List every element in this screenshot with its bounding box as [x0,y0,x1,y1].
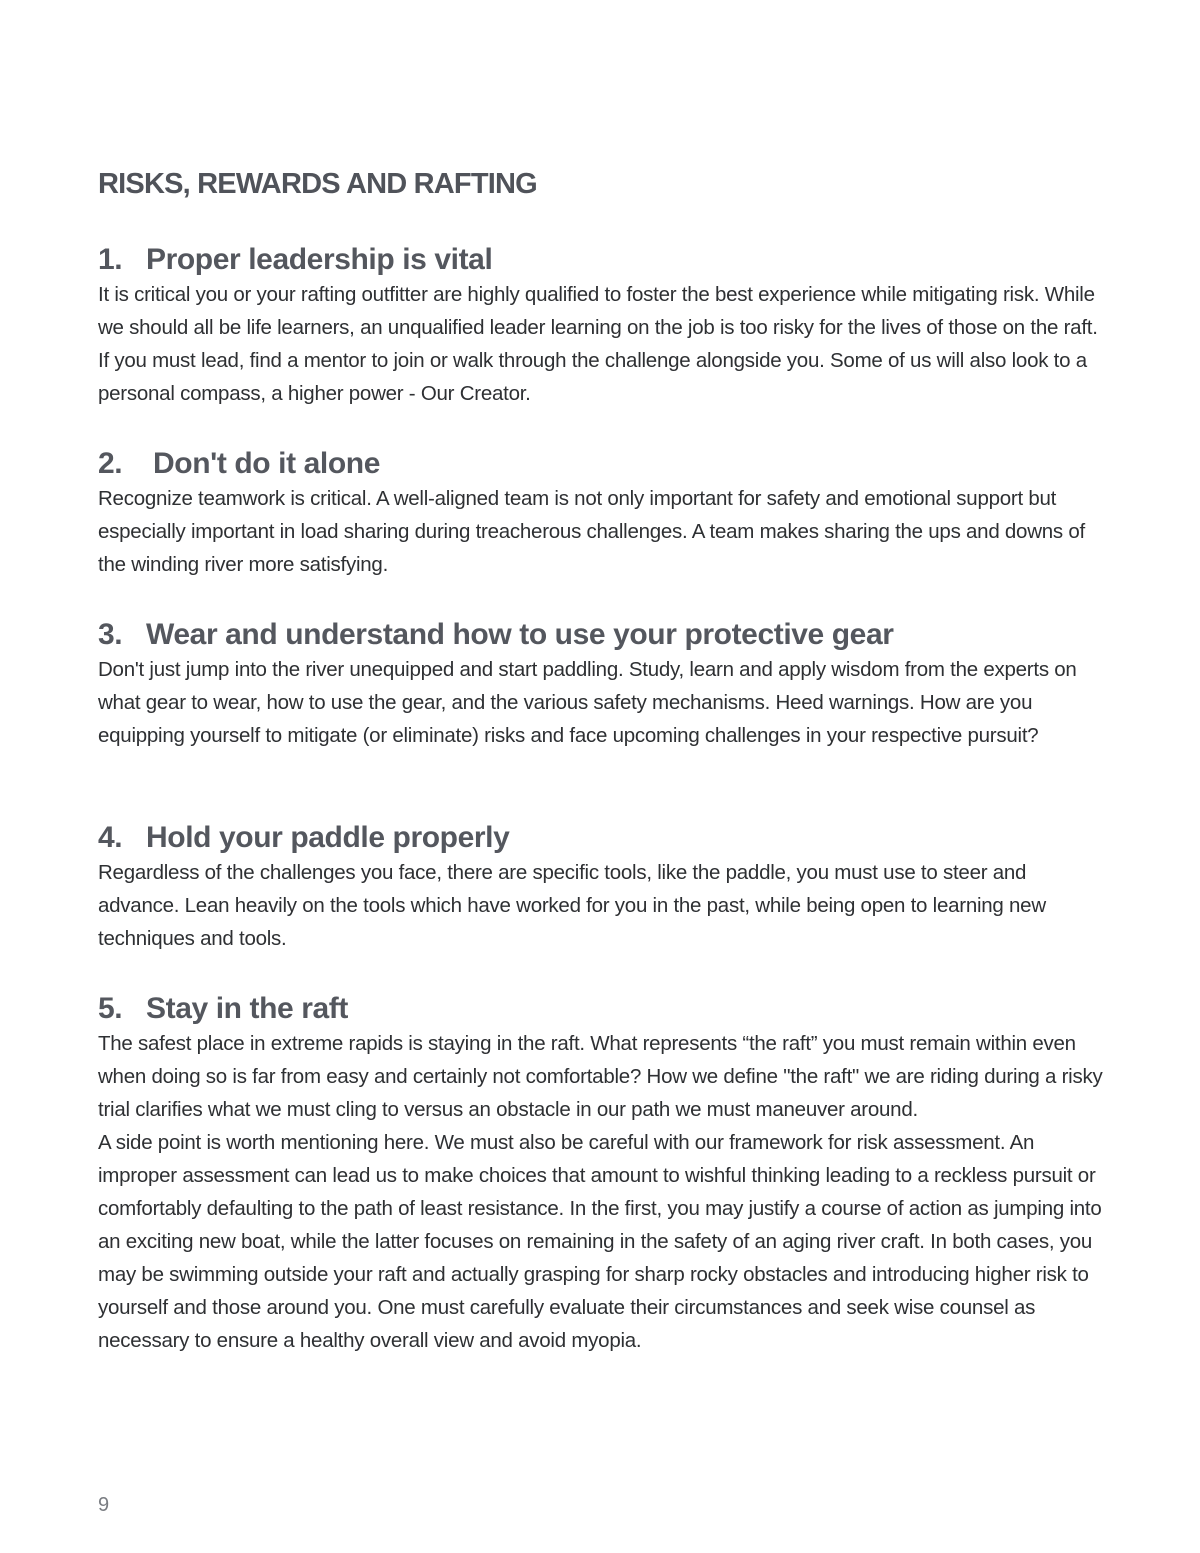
section-number: 5. [98,992,123,1025]
section-stay-in-raft [98,991,1108,1357]
section-heading [98,820,1108,856]
page-number: 9 [98,1494,110,1516]
section-heading [98,991,1108,1027]
section-paragraph: A side point is worth mentioning here. We must also be careful with our framework for risk assessment. An improper assessment can lead us to make choices that amount to wishful thinking leading to a reckless pursuit or comfortably defaulting to the path of least resistance. In the first, you may justify a course of action as jumping into an exciting new boat, while the latter focuses on remaining in the safety of an aging river craft. In both cases, you may be swimming outside your raft and actually grasping for sharp rocky obstacles and introducing higher risk to yourself and those around you. One must carefully evaluate their circumstances and seek wise counsel as necessary to ensure a healthy overall view and avoid myopia. [98,1131,1102,1352]
section-proper-leadership [98,242,1108,410]
section-number: 2. [98,447,123,480]
page-title: RISKS, REWARDS AND RAFTING [98,168,537,200]
section-hold-paddle [98,820,1108,955]
section-title: Don't do it alone [153,447,380,480]
section-dont-do-it-alone [98,446,1108,581]
section-number: 3. [98,618,123,651]
section-paragraph: It is critical you or your rafting outfitter are highly qualified to foster the best experience while mitigating risk. While we should all be life learners, an unqualified leader learning on the job is too risky for the lives of those on the raft. If you must lead, find a mentor to join or walk through the challenge alongside you. Some of us will also look to a personal compass, a higher power - Our Creator. [98,283,1098,405]
section-heading [98,242,1108,278]
section-heading [98,446,1108,482]
section-paragraph: Recognize teamwork is critical. A well-aligned team is not only important for safety and emotional support but especially important in load sharing during treacherous challenges. A team makes sharing the ups and downs of the winding river more satisfying. [98,487,1085,576]
section-protective-gear [98,617,1108,752]
section-title: Wear and understand how to use your protective gear [146,618,894,651]
section-paragraph: Don't just jump into the river unequipped and start paddling. Study, learn and apply wisdom from the experts on what gear to wear, how to use the gear, and the various safety mechanisms. Heed warnings. How are you equipping yourself to mitigate (or eliminate) risks and face upcoming challenges in your respective pursuit? [98,658,1077,747]
section-title: Stay in the raft [146,992,348,1025]
section-paragraph: The safest place in extreme rapids is staying in the raft. What represents “the raft” you must remain within even when doing so is far from easy and certainly not comfortable? How we define "the raft" we are riding during a risky trial clarifies what we must cling to versus an obstacle in our path we must maneuver around. [98,1032,1103,1121]
section-number: 1. [98,243,123,276]
section-number: 4. [98,821,123,854]
section-title: Hold your paddle properly [146,821,510,854]
section-paragraph: Regardless of the challenges you face, there are specific tools, like the paddle, you must use to steer and advance. Lean heavily on the tools which have worked for you in the past, while being open to learning new techniques and tools. [98,861,1046,950]
section-heading [98,617,1108,653]
section-title: Proper leadership is vital [146,243,493,276]
